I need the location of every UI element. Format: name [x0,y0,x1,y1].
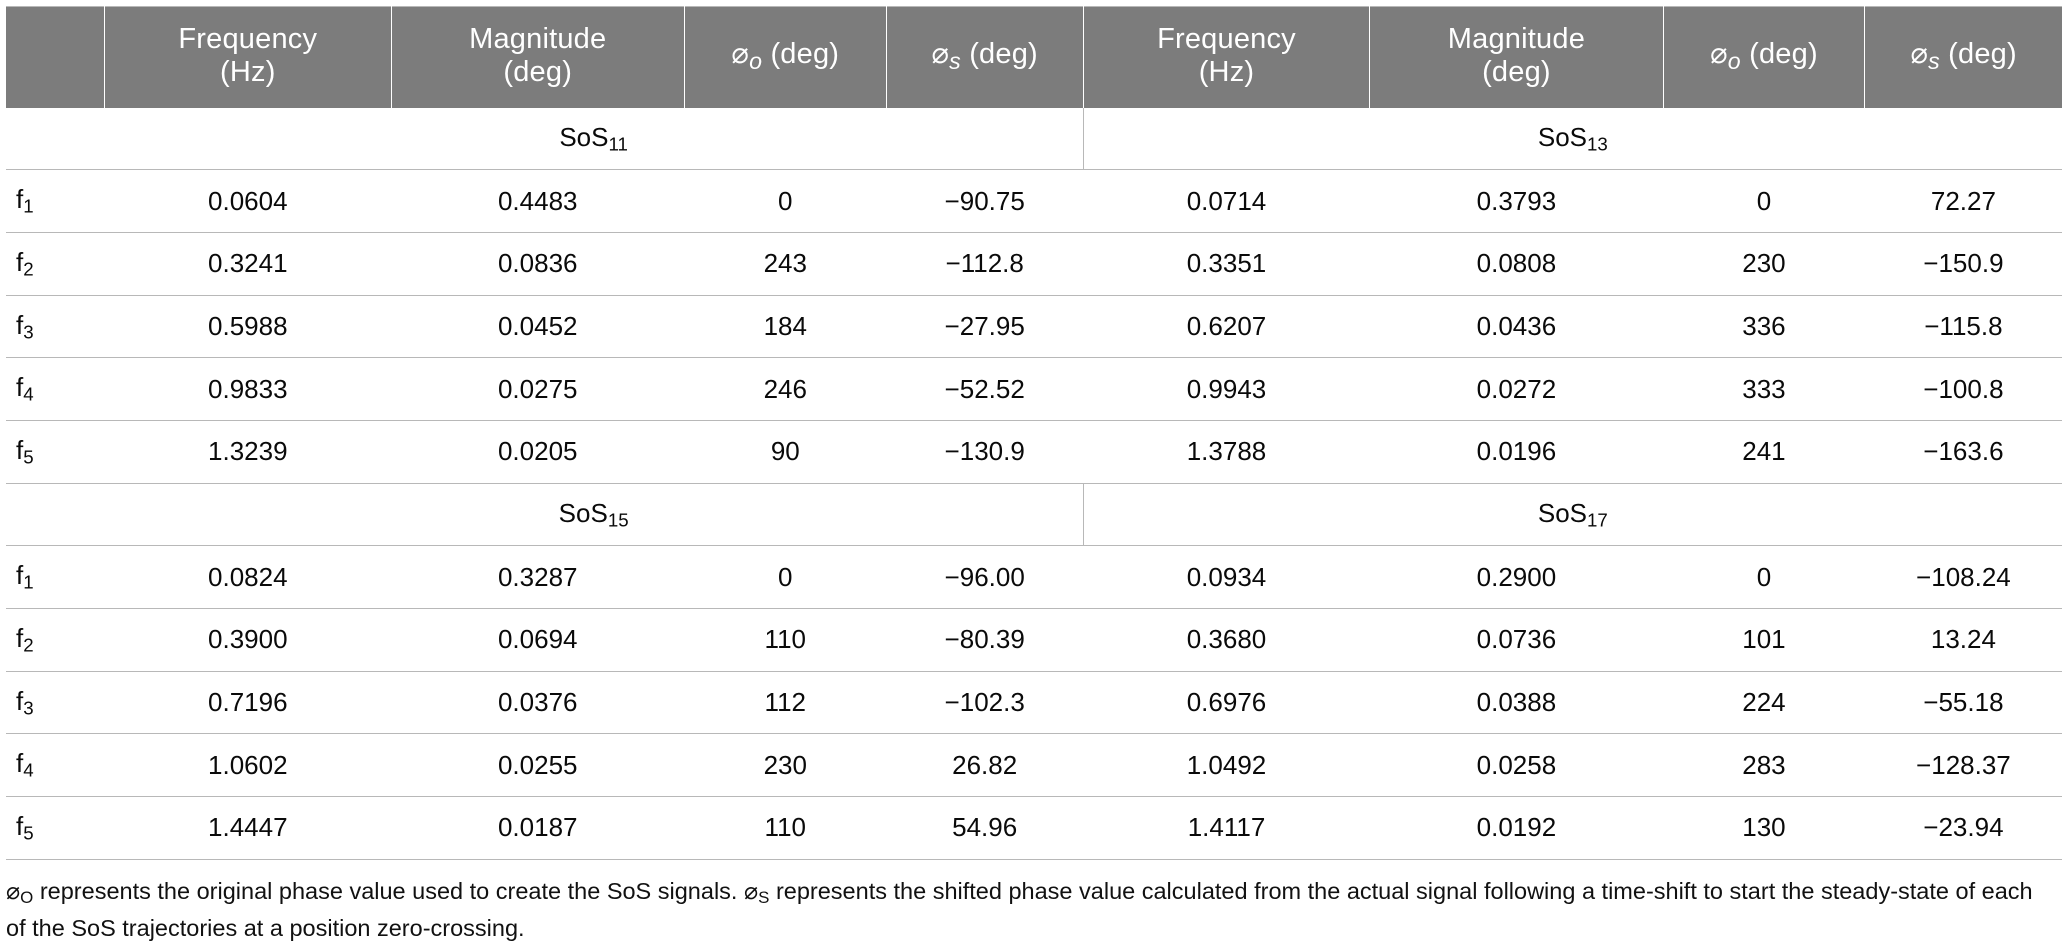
phi-icon: ⌀ [731,38,750,71]
cell-magnitude-right: 0.0272 [1370,358,1663,421]
cell-phase-original-left: 230 [684,734,886,797]
row-label [6,734,105,797]
header-magnitude-right [1370,7,1663,108]
row-label-text: f [16,623,24,654]
row-label-subscript: 1 [23,196,34,218]
phi-icon: ⌀ [743,877,759,904]
row-label-subscript: 5 [23,822,34,844]
table-header [6,7,2062,108]
row-label-subscript: 3 [23,321,34,343]
row-label-text: f [16,309,24,340]
table-row [6,546,2062,609]
header-frequency-right-line2: (Hz) [1198,56,1255,89]
cell-phase-shifted-left: −102.3 [886,671,1083,734]
cell-phase-original-left: 0 [684,170,886,233]
row-label-text: f [16,560,24,591]
cell-frequency-left: 0.0824 [105,546,392,609]
cell-phase-shifted-right: −150.9 [1865,233,2062,296]
header-magnitude-right-line1: Magnitude [1447,23,1586,55]
row-label-text: f [16,247,24,278]
cell-phase-original-right: 230 [1663,233,1865,296]
cell-phase-shifted-left: −96.00 [886,546,1083,609]
row-label [6,233,105,296]
phi-icon: ⌀ [6,877,21,904]
table-footnote [6,860,2062,947]
cell-frequency-right: 0.9943 [1083,358,1370,421]
cell-phase-original-right: 0 [1663,170,1865,233]
row-label-subscript: 2 [23,634,34,656]
cell-phase-shifted-right: −23.94 [1865,797,2062,860]
row-label [6,546,105,609]
group-label-subscript: 11 [608,133,628,155]
cell-phase-shifted-right: 13.24 [1865,609,2062,672]
cell-frequency-left: 0.3241 [105,233,392,296]
cell-frequency-left: 0.7196 [105,671,392,734]
row-label-subscript: 4 [23,760,34,782]
table-row [6,421,2062,484]
group-label-text: SoS [558,497,608,528]
cell-phase-original-right: 101 [1663,609,1865,672]
group-label-subscript: 15 [607,509,629,531]
sos-parameters-table [6,6,2062,860]
row-label-subscript: 4 [23,384,34,406]
phi-icon: ⌀ [931,38,950,71]
group-label-text: SoS [1537,121,1588,152]
cell-magnitude-left: 0.0255 [391,734,684,797]
row-label-text: f [16,184,24,215]
row-label [6,295,105,358]
cell-phase-shifted-right: −115.8 [1865,295,2062,358]
cell-phase-original-left: 110 [684,797,886,860]
cell-frequency-right: 0.0934 [1083,546,1370,609]
table-row [6,671,2062,734]
cell-magnitude-left: 0.0452 [391,295,684,358]
cell-phase-shifted-left: −27.95 [886,295,1083,358]
cell-magnitude-right: 0.0196 [1370,421,1663,484]
cell-phase-original-right: 224 [1663,671,1865,734]
group-label-subscript: 17 [1587,509,1608,531]
cell-magnitude-right: 0.0808 [1370,233,1663,296]
header-frequency-left-line2: (Hz) [220,56,276,89]
table-row [6,295,2062,358]
row-label-subscript: 2 [23,258,34,280]
group-row-corner [6,483,105,546]
cell-magnitude-left: 0.0275 [391,358,684,421]
cell-magnitude-left: 0.0694 [391,609,684,672]
cell-phase-shifted-left: −90.75 [886,170,1083,233]
cell-frequency-right: 0.0714 [1083,170,1370,233]
cell-magnitude-right: 0.0388 [1370,671,1663,734]
phi-icon: ⌀ [1910,38,1929,71]
table-row [6,358,2062,421]
cell-frequency-left: 0.9833 [105,358,392,421]
group-label-text: SoS [1537,497,1588,528]
cell-phase-original-left: 243 [684,233,886,296]
cell-magnitude-left: 0.0376 [391,671,684,734]
header-frequency-left-line1: Frequency [178,23,318,55]
cell-phase-original-right: 336 [1663,295,1865,358]
cell-phase-shifted-left: −80.39 [886,609,1083,672]
cell-magnitude-left: 0.3287 [391,546,684,609]
header-phase-shifted-left-unit: (deg) [969,38,1038,71]
cell-frequency-right: 0.6207 [1083,295,1370,358]
cell-magnitude-left: 0.4483 [391,170,684,233]
row-label-text: f [16,811,24,842]
row-label [6,797,105,860]
row-label [6,609,105,672]
header-magnitude-left-line2: (deg) [503,56,573,89]
group-header-row [6,483,2062,546]
header-magnitude-left [391,7,684,108]
row-label-subscript: 1 [23,572,34,594]
header-phase-original-left [684,7,886,108]
cell-frequency-right: 0.3351 [1083,233,1370,296]
cell-frequency-right: 1.0492 [1083,734,1370,797]
cell-magnitude-left: 0.0836 [391,233,684,296]
group-row-corner [6,108,105,170]
cell-frequency-right: 0.6976 [1083,671,1370,734]
cell-phase-shifted-right: −163.6 [1865,421,2062,484]
group-label-text: SoS [559,121,609,152]
cell-magnitude-right: 0.0436 [1370,295,1663,358]
header-phase-original-left-sub: o [749,47,763,74]
cell-phase-original-left: 112 [684,671,886,734]
group-label-subscript: 13 [1587,133,1608,155]
table-row [6,170,2062,233]
cell-frequency-left: 1.3239 [105,421,392,484]
table-row [6,734,2062,797]
row-label-text: f [16,685,24,716]
cell-magnitude-right: 0.0192 [1370,797,1663,860]
row-label [6,671,105,734]
row-label [6,421,105,484]
header-magnitude-left-line1: Magnitude [469,23,607,55]
cell-phase-shifted-right: −100.8 [1865,358,2062,421]
cell-phase-shifted-left: 54.96 [886,797,1083,860]
cell-frequency-right: 0.3680 [1083,609,1370,672]
cell-frequency-left: 1.4447 [105,797,392,860]
header-magnitude-right-line2: (deg) [1482,56,1551,89]
group-label-sos17 [1083,483,2062,546]
cell-phase-shifted-left: −112.8 [886,233,1083,296]
footnote-text-1: represents the original phase value used to create the SoS signals. [33,877,744,904]
row-label-text: f [16,748,24,779]
cell-phase-original-left: 246 [684,358,886,421]
group-label-sos15 [105,483,1084,546]
cell-phase-shifted-right: −128.37 [1865,734,2062,797]
row-label-subscript: 3 [23,697,34,719]
group-header-row [6,108,2062,170]
cell-frequency-right: 1.3788 [1083,421,1370,484]
phi-icon: ⌀ [1710,38,1728,71]
cell-magnitude-right: 0.0736 [1370,609,1663,672]
header-phase-shifted-left-sub: s [949,47,961,74]
cell-phase-shifted-right: −108.24 [1865,546,2062,609]
cell-phase-shifted-right: −55.18 [1865,671,2062,734]
table-row [6,609,2062,672]
cell-frequency-right: 1.4117 [1083,797,1370,860]
cell-phase-shifted-right: 72.27 [1865,170,2062,233]
footnote-phi-shifted-subscript: S [758,887,770,907]
row-label-text: f [16,435,24,466]
row-label-subscript: 5 [23,446,34,468]
header-frequency-right [1083,7,1370,108]
row-label-text: f [16,372,24,403]
header-corner [6,7,105,108]
header-phase-original-right-unit: (deg) [1749,38,1818,71]
row-label [6,358,105,421]
header-phase-shifted-left [886,7,1083,108]
cell-phase-original-left: 110 [684,609,886,672]
row-label [6,170,105,233]
cell-phase-shifted-left: 26.82 [886,734,1083,797]
cell-phase-original-left: 184 [684,295,886,358]
table-row [6,233,2062,296]
header-phase-original-left-unit: (deg) [770,38,840,71]
group-label-sos11 [105,108,1084,170]
cell-magnitude-left: 0.0187 [391,797,684,860]
header-frequency-right-line1: Frequency [1157,23,1296,55]
header-phase-original-right [1663,7,1865,108]
cell-magnitude-right: 0.0258 [1370,734,1663,797]
group-label-sos13 [1083,108,2062,170]
header-row [6,7,2062,108]
cell-phase-original-left: 0 [684,546,886,609]
cell-frequency-left: 0.5988 [105,295,392,358]
cell-phase-shifted-left: −52.52 [886,358,1083,421]
table-body [6,108,2062,860]
header-frequency-left [105,7,392,108]
cell-phase-original-right: 0 [1663,546,1865,609]
cell-frequency-left: 0.3900 [105,609,392,672]
footnote-phi-original-subscript: O [20,887,34,907]
cell-frequency-left: 0.0604 [105,170,392,233]
header-phase-original-right-sub: o [1727,47,1741,74]
header-phase-shifted-right [1865,7,2062,108]
cell-phase-original-right: 283 [1663,734,1865,797]
header-phase-shifted-right-unit: (deg) [1948,38,2017,71]
cell-phase-original-left: 90 [684,421,886,484]
cell-phase-original-right: 241 [1663,421,1865,484]
cell-magnitude-left: 0.0205 [391,421,684,484]
cell-phase-original-right: 333 [1663,358,1865,421]
header-phase-shifted-right-sub: s [1928,47,1940,74]
cell-magnitude-right: 0.3793 [1370,170,1663,233]
table-row [6,797,2062,860]
cell-phase-original-right: 130 [1663,797,1865,860]
cell-phase-shifted-left: −130.9 [886,421,1083,484]
cell-magnitude-right: 0.2900 [1370,546,1663,609]
cell-frequency-left: 1.0602 [105,734,392,797]
footnote-text-2: represents the shifted phase value calculated from the actual signal following a time-shift to start the steady-state of each of the SoS trajectories at a position zero-crossing. [6,877,2033,941]
